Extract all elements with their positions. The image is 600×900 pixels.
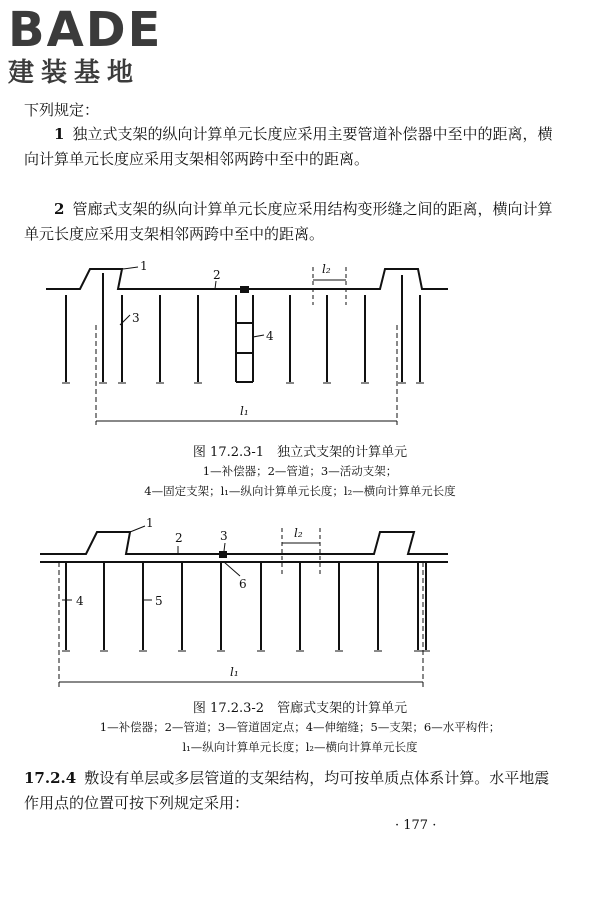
figure-2-legend-line-1: 1—补偿器；2—管道；3—管道固定点；4—伸缩缝；5—支架；6—水平构件； bbox=[99, 720, 501, 734]
fig1-callout-2: 2 bbox=[213, 268, 221, 282]
fixed-point-block bbox=[240, 286, 249, 293]
fig1-dim-l1: l₁ bbox=[240, 404, 249, 418]
page-number: · 177 · bbox=[395, 818, 437, 833]
figure-2-diagram bbox=[0, 510, 600, 690]
fig1-dim-l2: l₂ bbox=[322, 262, 331, 276]
figure-2-caption: 图 17.2.3-2 管廊式支架的计算单元 bbox=[192, 701, 408, 716]
figure-2-legend-line-2: l₁—纵向计算单元长度；l₂—横向计算单元长度 bbox=[182, 740, 418, 754]
clause-2 bbox=[24, 197, 564, 247]
figure-1-caption: 图 17.2.3-1 独立式支架的计算单元 bbox=[192, 445, 408, 460]
fig2-callout-5: 5 bbox=[155, 594, 163, 608]
section-text: 敷设有单层或多层管道的支架结构，均可按单质点体系计算。水平地震作用点的位置可按下列规定采用： bbox=[24, 769, 550, 812]
clause-1-number: 1 bbox=[54, 125, 65, 143]
fig1-callout-4: 4 bbox=[266, 329, 274, 343]
section-17-2-4 bbox=[24, 766, 564, 816]
clause-1 bbox=[24, 122, 564, 172]
figure-1-legend-line-2: 4—固定支架；l₁—纵向计算单元长度；l₂—横向计算单元长度 bbox=[144, 484, 456, 498]
fig1-callout-3: 3 bbox=[132, 311, 140, 325]
fig2-dim-l1: l₁ bbox=[230, 665, 239, 679]
figure-1-diagram bbox=[0, 255, 600, 435]
fig2-dim-l2: l₂ bbox=[294, 526, 303, 540]
fig2-callout-3: 3 bbox=[220, 529, 228, 543]
figure-1-legend-line-1: 1—补偿器；2—管道；3—活动支架； bbox=[202, 464, 398, 478]
clause-1-text: 独立式支架的纵向计算单元长度应采用主要管道补偿器中至中的距离，横向计算单元长度应采用支架相邻两跨中至中的距离。 bbox=[24, 125, 553, 168]
section-number: 17.2.4 bbox=[24, 769, 77, 787]
fig2-callout-4: 4 bbox=[76, 594, 84, 608]
fig2-callout-1: 1 bbox=[146, 516, 154, 530]
intro-text: 下列规定： bbox=[24, 101, 100, 119]
logo-subtitle: 建装基地 bbox=[8, 58, 141, 88]
fig2-callout-6: 6 bbox=[239, 577, 247, 591]
pipe-line bbox=[40, 532, 448, 554]
publisher-logo bbox=[8, 2, 163, 88]
fig2-callout-2: 2 bbox=[175, 531, 183, 545]
clause-2-number: 2 bbox=[54, 200, 65, 218]
fig1-callout-1: 1 bbox=[140, 259, 148, 273]
fixed-point-block bbox=[219, 551, 227, 558]
logo-brand: BADE bbox=[8, 2, 163, 58]
clause-2-text: 管廊式支架的纵向计算单元长度应采用结构变形缝之间的距离，横向计算单元长度应采用支架相邻两跨中至中的距离。 bbox=[24, 200, 553, 243]
